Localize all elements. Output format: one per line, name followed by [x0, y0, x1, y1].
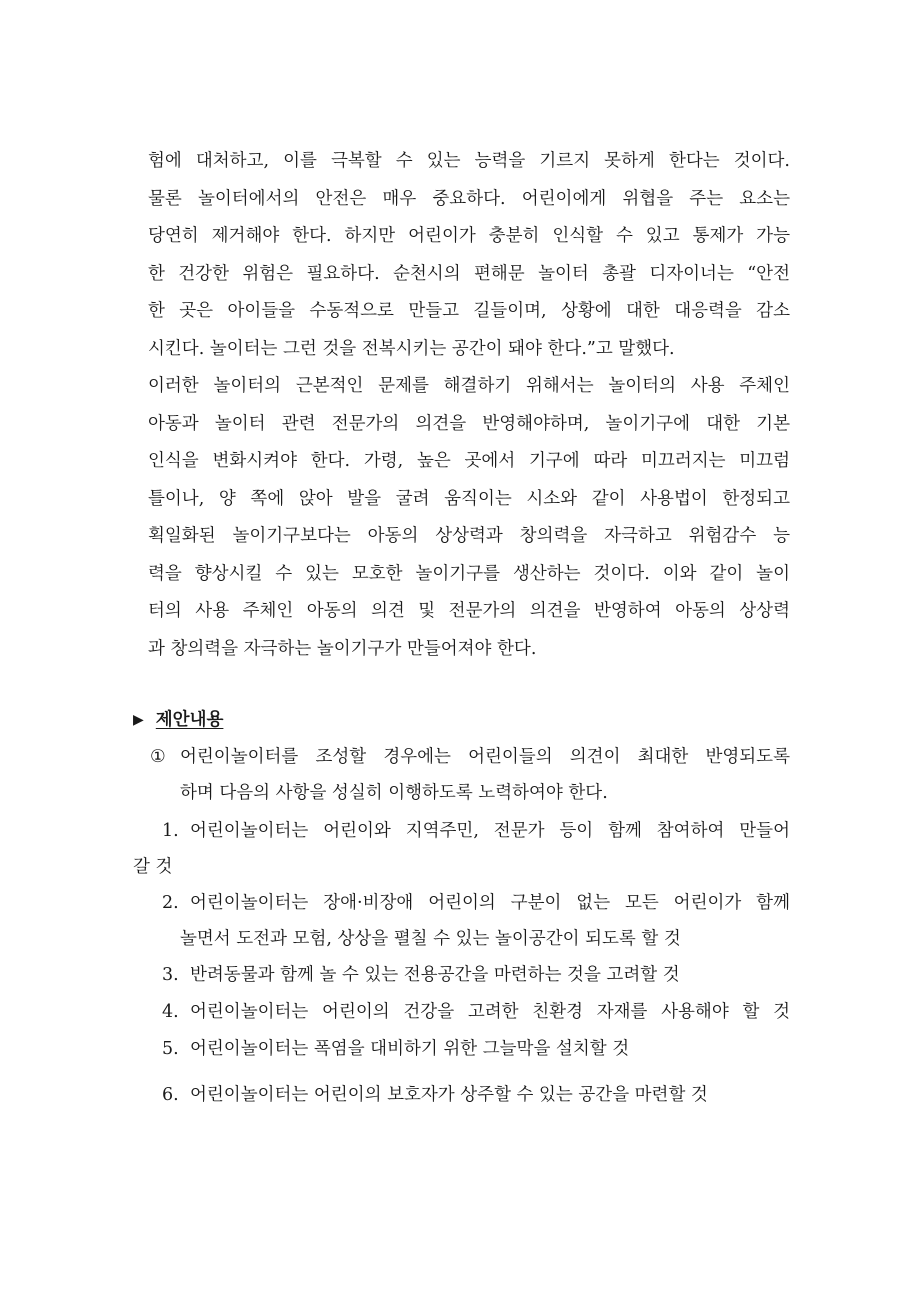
paragraph-line: 당연히 제거해야 한다. 하지만 어린이가 충분히 인식할 수 있고 통제가 가능 [148, 226, 790, 246]
paragraph-line: 험에 대처하고, 이를 극복할 수 있는 능력을 기르지 못하게 한다는 것이다. [148, 151, 790, 171]
paragraph-line: 력을 향상시킬 수 있는 모호한 놀이기구를 생산하는 것이다. 이와 같이 놀이 [148, 563, 790, 584]
paragraph-line: 과 창의력을 자극하는 놀이기구가 만들어져야 한다. [148, 638, 537, 659]
triangle-right-icon: ▶ [133, 712, 144, 728]
body-paragraph [148, 143, 790, 668]
item-number: 1. [162, 821, 179, 841]
paragraph-line: 시킨다. 놀이터는 그런 것을 전복시키는 공간이 돼야 한다.”고 말했다. [148, 338, 675, 359]
paragraph-line: 틀이나, 양 쪽에 앉아 발을 굴려 움직이는 시소와 같이 사용법이 한정되고 [148, 488, 790, 509]
paragraph-line: 인식을 변화시켜야 한다. 가령, 높은 곳에서 기구에 따라 미끄러지는 미끄럼 [148, 451, 790, 471]
paragraph-line: 한 곳은 아이들을 수동적으로 만들고 길들이며, 상황에 대한 대응력을 감소 [148, 301, 790, 321]
item-number: 5. [162, 1039, 179, 1059]
paragraph-line: 한 건강한 위험은 필요하다. 순천시의 편해문 놀이터 총괄 디자이너는 “안전 [148, 263, 790, 284]
item-number: 2. [162, 893, 179, 913]
paragraph-line: 이러한 놀이터의 근본적인 문제를 해결하기 위해서는 놀이터의 사용 주체인 [148, 376, 790, 396]
proposal-marker: ① [150, 747, 166, 767]
item-text-continued: 갈 것 [133, 857, 173, 877]
item-text: 어린이놀이터는 폭염을 대비하기 위한 그늘막을 설치할 것 [190, 1039, 630, 1059]
item-text: 어린이놀이터는 장애·비장애 어린이의 구분이 없는 모든 어린이가 함께 [190, 893, 790, 913]
paragraph-line: 획일화된 놀이기구보다는 아동의 상상력과 창의력을 자극하고 위험감수 능 [148, 526, 790, 546]
item-text: 반려동물과 함께 놀 수 있는 전용공간을 마련하는 것을 고려할 것 [190, 965, 680, 985]
section-heading [133, 704, 223, 736]
item-text: 어린이놀이터는 어린이와 지역주민, 전문가 등이 함께 참여하여 만들어 [190, 821, 790, 841]
proposal-line: 하며 다음의 사항을 성실히 이행하도록 노력하여야 한다. [180, 783, 608, 803]
proposal-line: 어린이놀이터를 조성할 경우에는 어린이들의 의견이 최대한 반영되도록 [180, 747, 790, 767]
paragraph-line: 물론 놀이터에서의 안전은 매우 중요하다. 어린이에게 위협을 주는 요소는 [148, 188, 790, 209]
item-text: 어린이놀이터는 어린이의 보호자가 상주할 수 있는 공간을 마련할 것 [190, 1085, 708, 1105]
item-number: 3. [162, 965, 179, 985]
paragraph-line: 터의 사용 주체인 아동의 의견 및 전문가의 의견을 반영하여 아동의 상상력 [148, 601, 790, 621]
item-number: 6. [162, 1085, 179, 1105]
item-number: 4. [162, 1002, 179, 1022]
paragraph-line: 아동과 놀이터 관련 전문가의 의견을 반영해야하며, 놀이기구에 대한 기본 [148, 413, 790, 434]
section-title: 제안내용 [155, 710, 224, 730]
item-text-continued: 놀면서 도전과 모험, 상상을 펼칠 수 있는 놀이공간이 되도록 할 것 [180, 929, 681, 949]
item-text: 어린이놀이터는 어린이의 건강을 고려한 친환경 자재를 사용해야 할 것 [190, 1002, 790, 1022]
